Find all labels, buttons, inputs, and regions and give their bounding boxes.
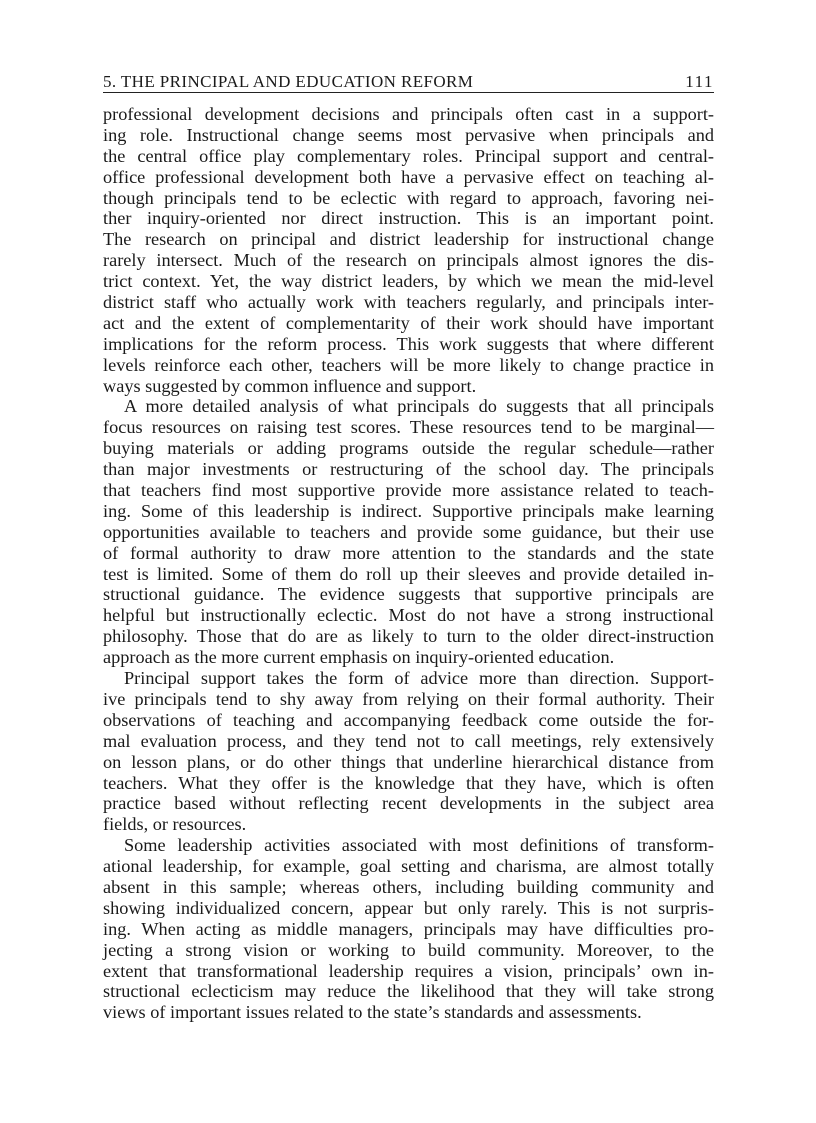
text-line: fields, or resources. xyxy=(103,814,247,835)
text-line: ing. Some of this leadership is indirect. Supportive principals make learning xyxy=(103,500,714,521)
text-line: ing role. Instructional change seems most pervasive when principals and xyxy=(103,124,714,145)
text-line: structional guidance. The evidence suggests that supportive principals are xyxy=(103,584,714,605)
text-line: philosophy. Those that do are as likely to turn to the older direct-instruction xyxy=(103,626,714,647)
text-line: ways suggested by common influence and support. xyxy=(103,375,477,396)
text-line: structional eclecticism may reduce the likelihood that they will take strong xyxy=(103,981,714,1002)
text-line: the central office play complementary roles. Principal support and central- xyxy=(103,145,714,166)
text-line: teachers. What they offer is the knowledge that they have, which is often xyxy=(103,772,714,793)
text-line: professional development decisions and principals often cast in a support- xyxy=(103,104,714,124)
text-line: A more detailed analysis of what principals do suggests that all principals xyxy=(124,396,714,417)
text-line: than major investments or restructuring of the school day. The principals xyxy=(103,459,714,480)
chapter-title: 5. THE PRINCIPAL AND EDUCATION REFORM xyxy=(103,72,474,91)
text-line: Some leadership activities associated with most definitions of transform- xyxy=(124,835,714,856)
text-line: ing. When acting as middle managers, principals may have difficulties pro- xyxy=(103,918,714,939)
page-number: 111 xyxy=(685,72,714,91)
text-line: jecting a strong vision or working to build community. Moreover, to the xyxy=(103,939,714,960)
text-line: levels reinforce each other, teachers will be more likely to change practice in xyxy=(103,354,714,375)
text-line: The research on principal and district leadership for instructional change xyxy=(103,229,714,250)
text-line: Principal support takes the form of advice more than direction. Support- xyxy=(124,668,714,689)
running-header xyxy=(103,70,714,93)
text-line: implications for the reform process. This work suggests that where different xyxy=(103,333,714,354)
text-line: helpful but instructionally eclectic. Most do not have a strong instructional xyxy=(103,605,714,626)
text-line: views of important issues related to the state’s standards and assessments. xyxy=(103,1002,642,1023)
body-text xyxy=(103,104,714,1023)
text-line: extent that transformational leadership requires a vision, principals’ own in- xyxy=(103,960,714,981)
text-line: rarely intersect. Much of the research on principals almost ignores the dis- xyxy=(103,250,714,271)
text-line: though principals tend to be eclectic with regard to approach, favoring nei- xyxy=(103,187,714,208)
text-line: test is limited. Some of them do roll up their sleeves and provide detailed in- xyxy=(103,563,714,584)
text-line: act and the extent of complementarity of their work should have important xyxy=(103,312,714,333)
text-line: ational leadership, for example, goal setting and charisma, are almost totally xyxy=(103,856,714,877)
text-line: showing individualized concern, appear but only rarely. This is not surpris- xyxy=(103,897,714,918)
paragraph xyxy=(103,104,714,396)
text-line: absent in this sample; whereas others, including building community and xyxy=(103,876,714,897)
text-line: trict context. Yet, the way district leaders, by which we mean the mid-level xyxy=(103,271,714,292)
text-line: office professional development both have a pervasive effect on teaching al- xyxy=(103,166,714,187)
text-line: of formal authority to draw more attention to the standards and the state xyxy=(103,542,714,563)
paragraph xyxy=(103,668,714,835)
text-line: focus resources on raising test scores. These resources tend to be marginal— xyxy=(103,417,714,438)
paragraph xyxy=(103,396,714,668)
text-line: on lesson plans, or do other things that underline hierarchical distance from xyxy=(103,751,714,772)
text-line: ther inquiry-oriented nor direct instruction. This is an important point. xyxy=(103,208,714,229)
paragraph xyxy=(103,835,714,1023)
text-line: opportunities available to teachers and provide some guidance, but their use xyxy=(103,521,714,542)
text-line: that teachers find most supportive provide more assistance related to teach- xyxy=(103,480,714,501)
text-line: ive principals tend to shy away from relying on their formal authority. Their xyxy=(103,688,714,709)
text-line: mal evaluation process, and they tend not to call meetings, rely extensively xyxy=(103,730,714,751)
text-line: practice based without reflecting recent developments in the subject area xyxy=(103,793,714,814)
text-line: observations of teaching and accompanying feedback come outside the for- xyxy=(103,709,714,730)
text-line: district staff who actually work with teachers regularly, and principals inter- xyxy=(103,292,714,313)
text-line: approach as the more current emphasis on inquiry-oriented education. xyxy=(103,647,615,668)
text-line: buying materials or adding programs outside the regular schedule—rather xyxy=(103,438,714,459)
